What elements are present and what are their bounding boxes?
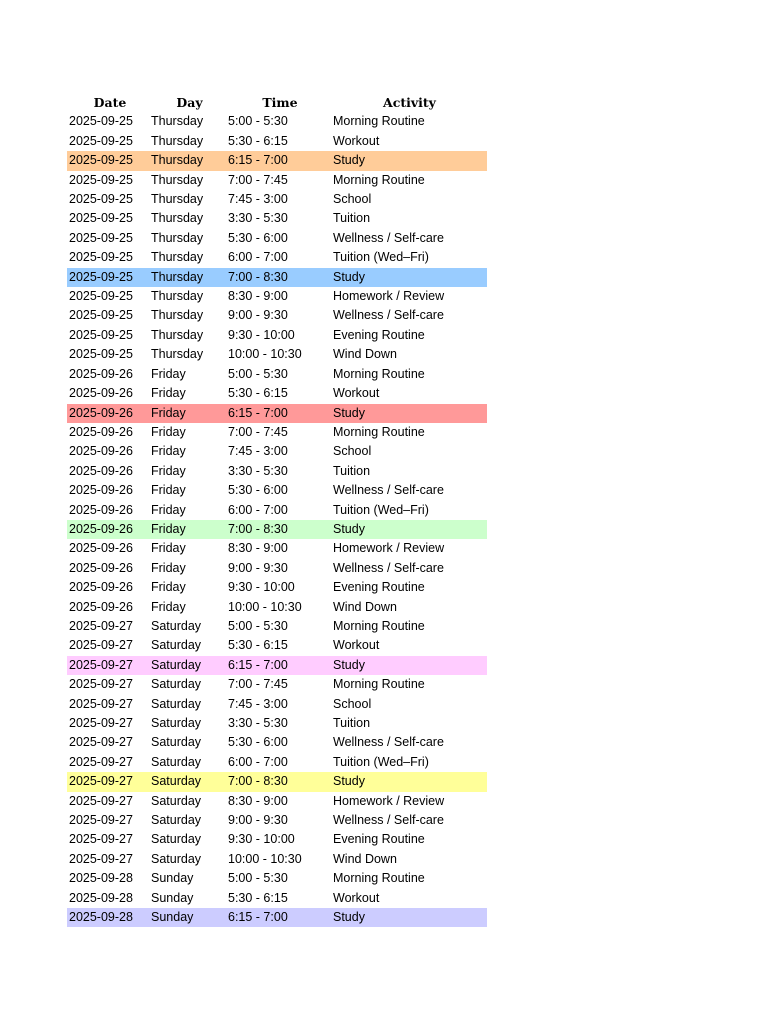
cell-date[interactable]: 2025-09-25 bbox=[69, 114, 133, 129]
cell-day[interactable]: Saturday bbox=[151, 638, 202, 653]
cell-day[interactable]: Saturday bbox=[151, 716, 202, 730]
cell-activity[interactable]: Wellness / Self-care bbox=[333, 230, 444, 245]
cell-time[interactable]: 6:15 - 7:00 bbox=[228, 908, 332, 927]
cell-activity[interactable]: Wellness / Self-care bbox=[333, 560, 444, 575]
table-row bbox=[67, 753, 487, 772]
cell-date[interactable]: 2025-09-27 bbox=[69, 793, 133, 808]
cell-time[interactable]: 9:30 - 10:00 bbox=[228, 327, 295, 342]
cell-activity[interactable]: Wellness / Self-care bbox=[333, 813, 444, 828]
cell-date[interactable]: 2025-09-28 bbox=[69, 890, 133, 905]
cell-activity[interactable]: Morning Routine bbox=[333, 618, 425, 633]
cell-date[interactable]: 2025-09-27 bbox=[69, 735, 133, 750]
cell-day[interactable]: Saturday bbox=[151, 772, 228, 791]
cell-activity[interactable]: Workout bbox=[333, 133, 380, 148]
table-row bbox=[67, 559, 487, 578]
cell-day[interactable]: Thursday bbox=[151, 114, 204, 129]
cell-time[interactable]: 9:30 - 10:00 bbox=[228, 832, 295, 847]
cell-day[interactable]: Thursday bbox=[151, 347, 204, 362]
table-row bbox=[67, 733, 487, 752]
cell-date[interactable]: 2025-09-27 bbox=[69, 754, 133, 769]
cell-date[interactable]: 2025-09-27 bbox=[69, 696, 133, 711]
table-row bbox=[67, 404, 487, 423]
table-row bbox=[67, 675, 487, 694]
cell-day[interactable]: Friday bbox=[151, 463, 186, 478]
cell-activity[interactable]: Morning Routine bbox=[333, 871, 425, 886]
cell-date[interactable]: 2025-09-26 bbox=[67, 520, 151, 539]
cell-time[interactable]: 7:00 - 8:30 bbox=[228, 520, 332, 539]
cell-time[interactable]: 8:30 - 9:00 bbox=[228, 793, 288, 808]
cell-activity[interactable]: Study bbox=[332, 772, 487, 791]
cell-day[interactable]: Thursday bbox=[151, 289, 204, 304]
cell-activity[interactable]: Morning Routine bbox=[333, 172, 425, 187]
cell-activity[interactable]: Homework / Review bbox=[333, 541, 445, 556]
cell-day[interactable]: Thursday bbox=[151, 327, 204, 342]
cell-activity[interactable]: Study bbox=[332, 908, 487, 927]
cell-activity[interactable]: Tuition bbox=[333, 716, 371, 730]
cell-time[interactable]: 9:00 - 9:30 bbox=[228, 813, 288, 828]
table-row bbox=[67, 598, 487, 617]
cell-day[interactable]: Friday bbox=[151, 386, 186, 401]
cell-day[interactable]: Thursday bbox=[151, 230, 204, 245]
cell-day[interactable]: Sunday bbox=[151, 871, 194, 886]
cell-time[interactable]: 5:30 - 6:15 bbox=[228, 133, 288, 148]
table-row bbox=[67, 151, 487, 170]
table-row bbox=[67, 229, 487, 248]
table-row bbox=[67, 112, 487, 131]
cell-time[interactable]: 10:00 - 10:30 bbox=[228, 347, 302, 362]
cell-activity[interactable]: Evening Routine bbox=[333, 580, 425, 595]
cell-time[interactable]: 3:30 - 5:30 bbox=[228, 211, 288, 226]
table-row bbox=[67, 423, 487, 442]
cell-date[interactable]: 2025-09-27 bbox=[69, 851, 133, 866]
cell-day[interactable]: Friday bbox=[151, 541, 186, 556]
cell-day[interactable]: Thursday bbox=[151, 151, 228, 170]
cell-time[interactable]: 7:00 - 8:30 bbox=[228, 268, 332, 287]
cell-day[interactable]: Saturday bbox=[151, 832, 202, 847]
cell-activity[interactable]: Tuition bbox=[333, 463, 371, 478]
cell-activity[interactable]: Morning Routine bbox=[333, 114, 425, 129]
table-row bbox=[67, 617, 487, 636]
cell-time[interactable]: 6:15 - 7:00 bbox=[228, 151, 332, 170]
cell-time[interactable]: 5:30 - 6:00 bbox=[228, 735, 288, 750]
cell-time[interactable]: 6:00 - 7:00 bbox=[228, 502, 288, 517]
table-row bbox=[67, 520, 487, 539]
cell-date[interactable]: 2025-09-25 bbox=[69, 192, 133, 207]
cell-date[interactable]: 2025-09-25 bbox=[69, 308, 133, 323]
cell-date[interactable]: 2025-09-25 bbox=[69, 347, 133, 362]
cell-activity[interactable]: Workout bbox=[333, 890, 380, 905]
cell-day[interactable]: Friday bbox=[151, 520, 228, 539]
cell-time[interactable]: 7:45 - 3:00 bbox=[228, 696, 288, 711]
cell-time[interactable]: 3:30 - 5:30 bbox=[228, 463, 288, 478]
cell-time[interactable]: 5:30 - 6:00 bbox=[228, 230, 288, 245]
cell-date[interactable]: 2025-09-26 bbox=[67, 404, 151, 423]
cell-day[interactable]: Friday bbox=[151, 599, 186, 614]
cell-activity[interactable]: Homework / Review bbox=[333, 289, 445, 304]
cell-time[interactable]: 8:30 - 9:00 bbox=[228, 289, 288, 304]
cell-date[interactable]: 2025-09-27 bbox=[67, 656, 151, 675]
cell-time[interactable]: 5:30 - 6:15 bbox=[228, 638, 288, 653]
cell-date[interactable]: 2025-09-26 bbox=[69, 541, 133, 556]
cell-time[interactable]: 6:15 - 7:00 bbox=[228, 656, 332, 675]
cell-time[interactable]: 5:00 - 5:30 bbox=[228, 366, 288, 381]
cell-time[interactable]: 5:30 - 6:15 bbox=[228, 890, 288, 905]
cell-date[interactable]: 2025-09-27 bbox=[67, 772, 151, 791]
table-row bbox=[67, 326, 487, 345]
cell-day[interactable]: Saturday bbox=[151, 735, 202, 750]
cell-time[interactable]: 7:00 - 7:45 bbox=[228, 424, 288, 439]
schedule-table bbox=[67, 93, 487, 927]
cell-day[interactable]: Saturday bbox=[151, 656, 228, 675]
cell-activity[interactable]: Study bbox=[332, 520, 487, 539]
cell-date[interactable]: 2025-09-26 bbox=[69, 444, 133, 459]
cell-date[interactable]: 2025-09-25 bbox=[69, 327, 133, 342]
cell-date[interactable]: 2025-09-26 bbox=[69, 560, 133, 575]
cell-activity[interactable]: Tuition (Wed–Fri) bbox=[333, 754, 429, 769]
header-day[interactable]: Day bbox=[176, 95, 203, 110]
cell-date[interactable]: 2025-09-26 bbox=[69, 599, 133, 614]
cell-date[interactable]: 2025-09-27 bbox=[69, 813, 133, 828]
cell-time[interactable]: 5:30 - 6:00 bbox=[228, 483, 288, 498]
cell-day[interactable]: Friday bbox=[151, 483, 186, 498]
cell-date[interactable]: 2025-09-27 bbox=[69, 638, 133, 653]
table-row bbox=[67, 209, 487, 228]
table-row bbox=[67, 656, 487, 675]
cell-time[interactable]: 10:00 - 10:30 bbox=[228, 851, 302, 866]
cell-day[interactable]: Thursday bbox=[151, 211, 204, 226]
table-row bbox=[67, 306, 487, 325]
cell-activity[interactable]: Wind Down bbox=[333, 851, 397, 866]
cell-date[interactable]: 2025-09-25 bbox=[69, 230, 133, 245]
table-row bbox=[67, 578, 487, 597]
cell-day[interactable]: Friday bbox=[151, 424, 186, 439]
cell-day[interactable]: Saturday bbox=[151, 813, 202, 828]
table-row bbox=[67, 287, 487, 306]
cell-day[interactable]: Friday bbox=[151, 444, 186, 459]
cell-activity[interactable]: Wellness / Self-care bbox=[333, 483, 444, 498]
cell-day[interactable]: Sunday bbox=[151, 908, 228, 927]
cell-time[interactable]: 5:30 - 6:15 bbox=[228, 386, 288, 401]
cell-date[interactable]: 2025-09-25 bbox=[67, 268, 151, 287]
cell-activity[interactable]: Workout bbox=[333, 386, 380, 401]
cell-activity[interactable]: Tuition bbox=[333, 211, 371, 226]
table-row bbox=[67, 190, 487, 209]
cell-activity[interactable]: Wellness / Self-care bbox=[333, 308, 444, 323]
cell-date[interactable]: 2025-09-27 bbox=[69, 677, 133, 692]
table-row bbox=[67, 714, 487, 733]
cell-day[interactable]: Thursday bbox=[151, 308, 204, 323]
cell-day[interactable]: Saturday bbox=[151, 793, 202, 808]
cell-day[interactable]: Thursday bbox=[151, 172, 204, 187]
header-row bbox=[67, 93, 487, 112]
cell-date[interactable]: 2025-09-26 bbox=[69, 386, 133, 401]
table-row bbox=[67, 481, 487, 500]
cell-date[interactable]: 2025-09-27 bbox=[69, 832, 133, 847]
cell-day[interactable]: Saturday bbox=[151, 754, 202, 769]
cell-activity[interactable]: Workout bbox=[333, 638, 380, 653]
cell-day[interactable]: Friday bbox=[151, 560, 186, 575]
cell-date[interactable]: 2025-09-28 bbox=[69, 871, 133, 886]
cell-day[interactable]: Saturday bbox=[151, 696, 202, 711]
table-row bbox=[67, 132, 487, 151]
cell-activity[interactable]: School bbox=[333, 444, 372, 459]
cell-date[interactable]: 2025-09-28 bbox=[67, 908, 151, 927]
cell-date[interactable]: 2025-09-25 bbox=[69, 289, 133, 304]
cell-activity[interactable]: Morning Routine bbox=[333, 366, 425, 381]
cell-activity[interactable]: Tuition (Wed–Fri) bbox=[333, 502, 429, 517]
cell-time[interactable]: 9:00 - 9:30 bbox=[228, 308, 288, 323]
table-row bbox=[67, 384, 487, 403]
cell-activity[interactable]: School bbox=[333, 192, 372, 207]
cell-time[interactable]: 10:00 - 10:30 bbox=[228, 599, 302, 614]
cell-day[interactable]: Thursday bbox=[151, 268, 228, 287]
cell-time[interactable]: 9:00 - 9:30 bbox=[228, 560, 288, 575]
table-row bbox=[67, 268, 487, 287]
schedule-body bbox=[67, 112, 487, 927]
cell-day[interactable]: Friday bbox=[151, 366, 186, 381]
cell-activity[interactable]: Study bbox=[332, 404, 487, 423]
table-row bbox=[67, 811, 487, 830]
cell-date[interactable]: 2025-09-26 bbox=[69, 424, 133, 439]
cell-time[interactable]: 6:00 - 7:00 bbox=[228, 754, 288, 769]
header-date[interactable]: Date bbox=[93, 95, 127, 110]
table-row bbox=[67, 248, 487, 267]
cell-date[interactable]: 2025-09-26 bbox=[69, 580, 133, 595]
cell-time[interactable]: 5:00 - 5:30 bbox=[228, 618, 288, 633]
header-time[interactable]: Time bbox=[262, 95, 298, 110]
cell-activity[interactable]: Study bbox=[332, 151, 487, 170]
cell-day[interactable]: Saturday bbox=[151, 677, 202, 692]
cell-activity[interactable]: Study bbox=[332, 268, 487, 287]
cell-date[interactable]: 2025-09-25 bbox=[69, 172, 133, 187]
cell-time[interactable]: 8:30 - 9:00 bbox=[228, 541, 288, 556]
cell-activity[interactable]: School bbox=[333, 696, 372, 711]
table-row bbox=[67, 869, 487, 888]
cell-day[interactable]: Friday bbox=[151, 404, 228, 423]
cell-date[interactable]: 2025-09-27 bbox=[69, 618, 133, 633]
cell-date[interactable]: 2025-09-26 bbox=[69, 483, 133, 498]
header-activity[interactable]: Activity bbox=[383, 95, 436, 110]
cell-time[interactable]: 9:30 - 10:00 bbox=[228, 580, 295, 595]
cell-time[interactable]: 7:00 - 8:30 bbox=[228, 772, 332, 791]
cell-activity[interactable]: Homework / Review bbox=[333, 793, 445, 808]
cell-day[interactable]: Thursday bbox=[151, 192, 204, 207]
table-row bbox=[67, 442, 487, 461]
cell-time[interactable]: 7:45 - 3:00 bbox=[228, 444, 288, 459]
cell-date[interactable]: 2025-09-25 bbox=[69, 211, 133, 226]
cell-day[interactable]: Thursday bbox=[151, 133, 204, 148]
cell-activity[interactable]: Wind Down bbox=[333, 599, 397, 614]
cell-time[interactable]: 5:00 - 5:30 bbox=[228, 871, 288, 886]
cell-activity[interactable]: Wind Down bbox=[333, 347, 397, 362]
table-row bbox=[67, 908, 487, 927]
cell-date[interactable]: 2025-09-25 bbox=[69, 133, 133, 148]
cell-activity[interactable]: Morning Routine bbox=[333, 424, 425, 439]
table-row bbox=[67, 171, 487, 190]
cell-time[interactable]: 7:45 - 3:00 bbox=[228, 192, 288, 207]
cell-date[interactable]: 2025-09-26 bbox=[69, 463, 133, 478]
cell-day[interactable]: Sunday bbox=[151, 890, 194, 905]
cell-activity[interactable]: Evening Routine bbox=[333, 832, 425, 847]
cell-time[interactable]: 7:00 - 7:45 bbox=[228, 172, 288, 187]
cell-day[interactable]: Saturday bbox=[151, 618, 202, 633]
cell-date[interactable]: 2025-09-26 bbox=[69, 366, 133, 381]
table-row bbox=[67, 772, 487, 791]
cell-date[interactable]: 2025-09-26 bbox=[69, 502, 133, 517]
table-row bbox=[67, 792, 487, 811]
cell-date[interactable]: 2025-09-27 bbox=[69, 716, 133, 730]
table-row bbox=[67, 830, 487, 849]
cell-time[interactable]: 3:30 - 5:30 bbox=[228, 716, 288, 730]
table-row bbox=[67, 636, 487, 655]
cell-activity[interactable]: Study bbox=[332, 656, 487, 675]
cell-activity[interactable]: Wellness / Self-care bbox=[333, 735, 444, 750]
table-row bbox=[67, 695, 487, 714]
cell-time[interactable]: 7:00 - 7:45 bbox=[228, 677, 288, 692]
table-row bbox=[67, 365, 487, 384]
cell-day[interactable]: Friday bbox=[151, 580, 186, 595]
cell-activity[interactable]: Tuition (Wed–Fri) bbox=[333, 250, 429, 265]
cell-day[interactable]: Saturday bbox=[151, 851, 202, 866]
cell-date[interactable]: 2025-09-25 bbox=[67, 151, 151, 170]
cell-activity[interactable]: Morning Routine bbox=[333, 677, 425, 692]
cell-day[interactable]: Friday bbox=[151, 502, 186, 517]
cell-time[interactable]: 5:00 - 5:30 bbox=[228, 114, 288, 129]
table-row bbox=[67, 462, 487, 481]
cell-activity[interactable]: Evening Routine bbox=[333, 327, 425, 342]
cell-day[interactable]: Thursday bbox=[151, 250, 204, 265]
table-row bbox=[67, 889, 487, 908]
table-row bbox=[67, 345, 487, 364]
cell-date[interactable]: 2025-09-25 bbox=[69, 250, 133, 265]
table-row bbox=[67, 539, 487, 558]
cell-time[interactable]: 6:00 - 7:00 bbox=[228, 250, 288, 265]
table-row bbox=[67, 850, 487, 869]
cell-time[interactable]: 6:15 - 7:00 bbox=[228, 404, 332, 423]
table-row bbox=[67, 501, 487, 520]
